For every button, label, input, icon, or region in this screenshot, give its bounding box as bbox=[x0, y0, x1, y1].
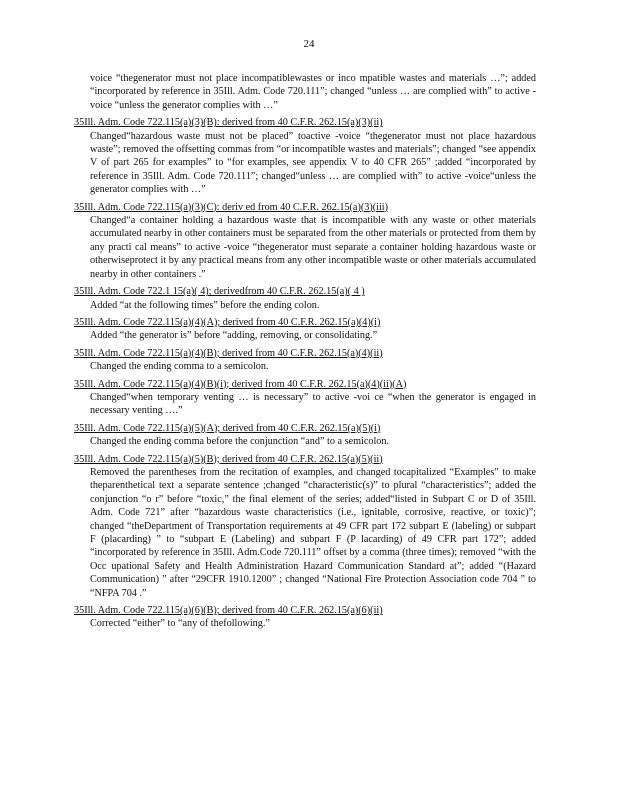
entry-heading: 35Ill. Adm. Code 722.115(a)(4)(A); derived from 40 C.F.R. 262.15(a)(4)(i) bbox=[74, 316, 381, 328]
entry-body: Changed the ending comma before the conjunction “and” to a semicolon. bbox=[90, 436, 390, 448]
entry-body: Removed the parentheses from the recitation of examples, and changed tocapitalized “Examples” to make theparenthetical text a separate sentence ;changed “characteristic(s)” to plural “characteristics”; added the conjunction “o r” before “toxic,” the final element of the series; added“listed in Subpart C or D of 35Ill. Adm. Code 721” after “hazardous waste characteristics (i.e., ignitable, corrosive, reactive, or toxic)”; changed “theDepartment of Transportation requirements at 49 CFR part 172 subpart E (labeling) or subpart F (placarding) ” to “subpart E (Labeling) and subpart F (P lacarding) of 49 CFR part 172”; added “incorporated by reference in 35Ill. Adm.Code 720.111” offset by a comma (three times); removed “with the Occ upational Safety and Health Administration Hazard Communication Standard at”; added “(Hazard Communication) ” after “29CFR 1910.1200” ; changed “National Fire Protection Association code 704 ” to “NFPA 704 .” bbox=[90, 466, 536, 599]
entry bbox=[74, 453, 536, 600]
entry-heading: 35Ill. Adm. Code 722.115(a)(3)(C): deriv ed from 40 C.F.R. 262.15(a)(3)(iii) bbox=[74, 201, 388, 213]
entry-body: Changed“hazardous waste must not be placed” toactive -voice “thegenerator must not place hazardous waste”; removed the offsetting commas from “or incompatible wastes and materials”; changed “see appendix V of part 265 for examples” to “for examples, see appendix V to 40 CFR 265” ;added “incorporated by reference in 35Ill. Adm. Code 720.111”; changed“unless … are complied with” to active -voice“unless the generator complies with …” bbox=[90, 130, 536, 196]
entry bbox=[74, 604, 536, 631]
entry-heading: 35Ill. Adm. Code 722.115(a)(3)(B): derived from 40 C.F.R. 262.15(a)(3)(ii) bbox=[74, 117, 383, 129]
continued-paragraph: voice “thegenerator must not place incompatiblewastes or inco mpatible wastes and materials …”; added “incorporated by reference in 35Ill. Adm. Code 720.111”; changed “unless … are complied with” to active -voice “unless the generator complies with …” bbox=[90, 73, 536, 111]
entry-body: Added “at the following times” before the ending colon. bbox=[90, 299, 320, 311]
entry-heading: 35Ill. Adm. Code 722.115(a)(4)(B)(i); derived from 40 C.F.R. 262.15(a)(4)(ii)(A) bbox=[74, 378, 407, 390]
page-number: 24 bbox=[303, 38, 315, 50]
entry bbox=[74, 201, 536, 281]
entry bbox=[74, 347, 536, 374]
entry-body: Added “the generator is” before “adding, removing, or consolidating.” bbox=[90, 330, 378, 342]
entry-body: Changed“when temporary venting … is necessary” to active -voi ce “when the generator is engaged in necessary venting ….” bbox=[90, 391, 536, 417]
entry-body: Changed the ending comma to a semicolon. bbox=[90, 361, 269, 373]
entry-heading: 35Ill. Adm. Code 722.115(a)(5)(A); derived from 40 C.F.R. 262.15(a)(5)(i) bbox=[74, 422, 381, 434]
entry bbox=[74, 422, 536, 449]
entry-heading: 35Ill. Adm. Code 722.1 15(a)( 4); derivedfrom 40 C.F.R. 262.15(a)( 4 ) bbox=[74, 286, 365, 298]
entry bbox=[74, 116, 536, 196]
entry-heading: 35Ill. Adm. Code 722.115(a)(4)(B); derived from 40 C.F.R. 262.15(a)(4)(ii) bbox=[74, 347, 383, 359]
entry bbox=[74, 378, 536, 418]
entry-body: Corrected “either” to “any of thefollowing.” bbox=[90, 618, 270, 630]
entry-body: Changed“a container holding a hazardous waste that is incompatible with any waste or other materials accumulated nearby in other containers must be separated from the other materials or protected from them by any practi cal means” to active -voice “thegenerator must separate a container holding hazardous waste or otherwiseprotect it by any practical means from any other incompatible waste or other materials accumulated nearby in other containers .” bbox=[90, 215, 536, 280]
entry bbox=[74, 285, 536, 312]
entry bbox=[74, 316, 536, 343]
entry-heading: 35Ill. Adm. Code 722.115(a)(5)(B); derived from 40 C.F.R. 262.15(a)(5)(ii) bbox=[74, 453, 383, 465]
document-body bbox=[74, 72, 536, 635]
entry-heading: 35Ill. Adm. Code 722.115(a)(6)(B); derived from 40 C.F.R. 262.15(a)(6)(ii) bbox=[74, 605, 383, 617]
